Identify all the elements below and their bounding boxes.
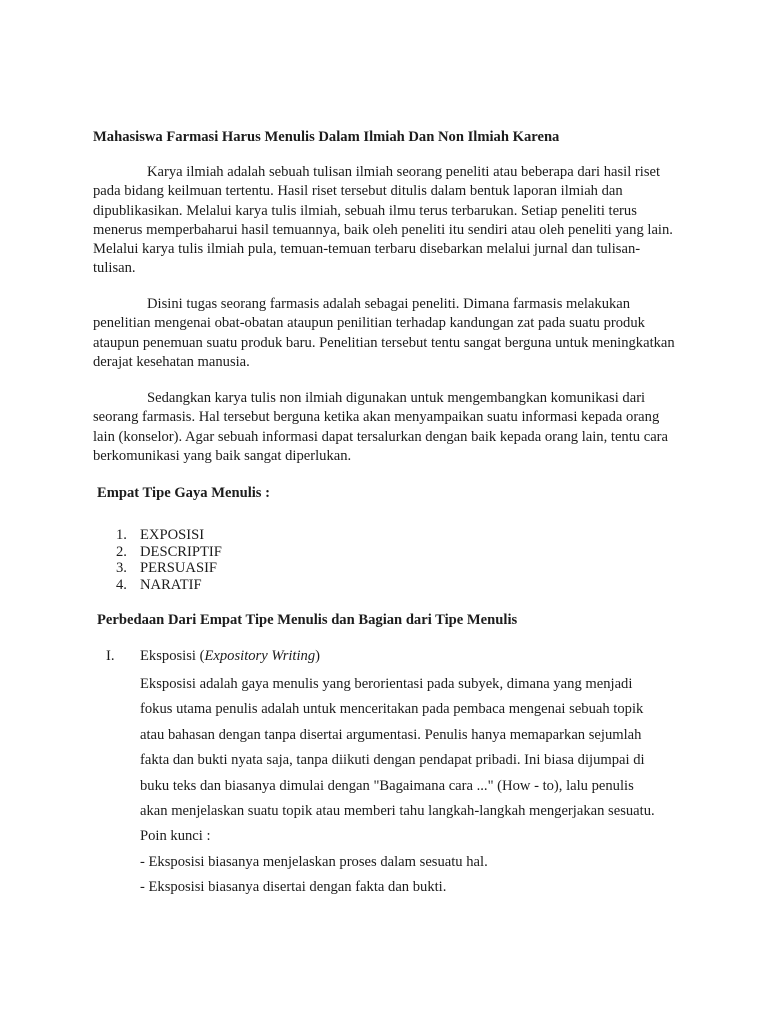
section-heading-italic: Expository Writing bbox=[204, 648, 316, 664]
section-heading-prefix: Eksposisi ( bbox=[140, 648, 205, 664]
list-label: PERSUASIF bbox=[140, 560, 218, 576]
section-number: I. bbox=[106, 648, 115, 664]
heading-writing-types: Empat Tipe Gaya Menulis : bbox=[97, 485, 270, 501]
document-title: Mahasiswa Farmasi Harus Menulis Dalam Ilmiah Dan Non Ilmiah Karena bbox=[93, 129, 560, 145]
section-exposition bbox=[140, 647, 660, 901]
paragraph-karya-ilmiah: Karya ilmiah adalah sebuah tulisan ilmiah seorang peneliti atau beberapa dari hasil riset pada bidang keilmuan tertentu. Hasil riset tersebut ditulis dalam bentuk laporan ilmiah dan dipublikasikan. Melalui karya tulis ilmiah, sebuah ilmu terus terbarukan. Setiap peneliti terus menerus memperbaharui hasil temuannya, baik oleh peneliti itu sendiri atau oleh peneliti yang lain. Melalui karya tulis ilmiah pula, temuan-temuan terbaru disebarkan melalui jurnal dan tulisan-tulisan. bbox=[93, 164, 673, 277]
section-heading bbox=[140, 647, 660, 666]
list-item bbox=[116, 560, 222, 577]
writing-types-list bbox=[116, 527, 222, 593]
paragraph-tugas-farmasis: Disini tugas seorang farmasis adalah sebagai peneliti. Dimana farmasis melakukan penelitian mengenai obat-obatan ataupun penilitian terhadap kandungan zat pada suatu produk ataupun penemuan suatu produk baru. Penelitian tersebut tentu sangat berguna untuk meningkatkan derajat kesehatan manusia. bbox=[93, 296, 675, 370]
key-point: - Eksposisi biasanya menjelaskan proses dalam sesuatu hal. bbox=[140, 853, 488, 870]
key-point: - Eksposisi biasanya disertai dengan fakta dan bukti. bbox=[140, 879, 447, 896]
list-label: DESCRIPTIF bbox=[140, 543, 222, 560]
list-number: 3. bbox=[116, 560, 127, 576]
list-number: 1. bbox=[116, 527, 127, 543]
section-body: Eksposisi adalah gaya menulis yang berorientasi pada subyek, dimana yang menjadi fokus utama penulis adalah untuk menceritakan pada pembaca mengenai sebuah topik atau bahasan dengan tanpa disertai argumentasi. Penulis hanya memaparkan sejumlah fakta dan bukti nyata saja, tanpa diikuti dengan pendapat pribadi. Ini biasa dijumpai di buku teks dan biasanya dimulai dengan "Bagaimana cara ..." (How - to), lalu penulis akan menjelaskan suatu topik atau memberi tahu langkah-langkah mengerjakan sesuatu. bbox=[140, 676, 655, 820]
list-item bbox=[116, 577, 222, 594]
key-points-label: Poin kunci : bbox=[140, 828, 211, 845]
section-heading-suffix: ) bbox=[315, 648, 321, 664]
list-label: EXPOSISI bbox=[140, 527, 205, 543]
paragraph-non-ilmiah: Sedangkan karya tulis non ilmiah digunakan untuk mengembangkan komunikasi dari seorang farmasis. Hal tersebut berguna ketika akan menyampaikan suatu informasi kepada orang lain (konselor). Agar sebuah informasi dapat tersalurkan dengan baik kepada orang lain, tentu cara berkomunikasi yang baik sangat diperlukan. bbox=[93, 390, 669, 464]
list-item bbox=[116, 527, 222, 544]
list-number: 2. bbox=[116, 543, 127, 560]
list-label: NARATIF bbox=[140, 576, 202, 593]
list-number: 4. bbox=[116, 576, 127, 593]
list-item bbox=[116, 544, 222, 561]
heading-differences: Perbedaan Dari Empat Tipe Menulis dan Bagian dari Tipe Menulis bbox=[97, 612, 518, 628]
